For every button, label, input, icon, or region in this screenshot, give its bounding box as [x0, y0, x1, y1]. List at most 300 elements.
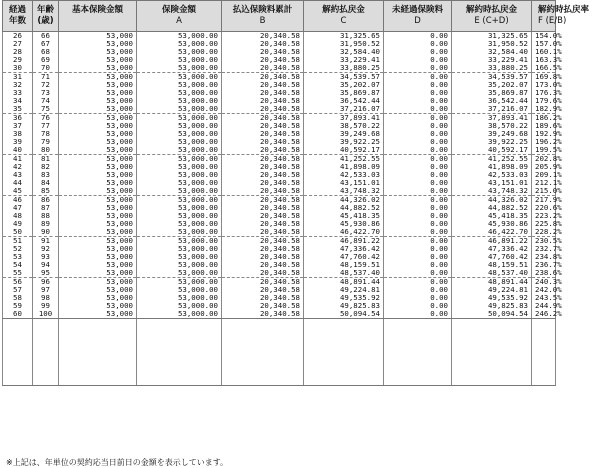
cell-surrender-total: 49,224.81 [452, 286, 532, 294]
cell-surrender-value: 37,893.41 [304, 114, 384, 123]
cell-basic-amount: 53,000 [59, 261, 137, 269]
cell-insured-amount: 53,000.00 [137, 146, 222, 155]
cell-surrender-total: 47,336.42 [452, 245, 532, 253]
cell-surrender-value: 33,880.25 [304, 64, 384, 73]
cell-elapsed-years: 41 [3, 155, 33, 164]
col-header-age: 年齢 (歳) [33, 1, 59, 32]
cell-basic-amount: 53,000 [59, 228, 137, 237]
cell-unpaid-premium: 0.00 [384, 171, 452, 179]
cell-basic-amount: 53,000 [59, 179, 137, 187]
cell-basic-amount: 53,000 [59, 310, 137, 319]
cell-cumulative-premium: 20,340.58 [222, 187, 304, 196]
cell-basic-amount: 53,000 [59, 253, 137, 261]
cell-surrender-rate: 160.1% [532, 48, 556, 56]
cell-cumulative-premium: 20,340.58 [222, 179, 304, 187]
cell-insured-amount: 53,000.00 [137, 253, 222, 261]
cell-cumulative-premium: 20,340.58 [222, 196, 304, 205]
cell-surrender-rate: 212.1% [532, 179, 556, 187]
blank-cell [452, 319, 532, 386]
cell-cumulative-premium: 20,340.58 [222, 171, 304, 179]
cell-cumulative-premium: 20,340.58 [222, 310, 304, 319]
cell-surrender-value: 47,760.42 [304, 253, 384, 261]
col-header-surrender-value: 解約払戻金 C [304, 1, 384, 32]
cell-surrender-value: 35,202.07 [304, 81, 384, 89]
cell-surrender-total: 38,570.22 [452, 122, 532, 130]
cell-elapsed-years: 45 [3, 187, 33, 196]
cell-unpaid-premium: 0.00 [384, 245, 452, 253]
cell-age: 91 [33, 237, 59, 246]
cell-elapsed-years: 43 [3, 171, 33, 179]
cell-surrender-rate: 246.2% [532, 310, 556, 319]
cell-surrender-value: 48,537.40 [304, 269, 384, 278]
blank-cell [384, 319, 452, 386]
cell-insured-amount: 53,000.00 [137, 269, 222, 278]
cell-surrender-value: 31,325.65 [304, 32, 384, 41]
cell-surrender-value: 37,216.07 [304, 105, 384, 114]
cell-insured-amount: 53,000.00 [137, 171, 222, 179]
cell-age: 77 [33, 122, 59, 130]
cell-elapsed-years: 33 [3, 89, 33, 97]
cell-insured-amount: 53,000.00 [137, 278, 222, 287]
cell-elapsed-years: 38 [3, 130, 33, 138]
cell-surrender-total: 48,159.51 [452, 261, 532, 269]
cell-surrender-value: 49,224.81 [304, 286, 384, 294]
cell-age: 95 [33, 269, 59, 278]
cell-surrender-value: 46,891.22 [304, 237, 384, 246]
cell-surrender-value: 43,748.32 [304, 187, 384, 196]
cell-elapsed-years: 47 [3, 204, 33, 212]
cell-basic-amount: 53,000 [59, 105, 137, 114]
cell-insured-amount: 53,000.00 [137, 237, 222, 246]
cell-cumulative-premium: 20,340.58 [222, 220, 304, 228]
cell-surrender-rate: 217.9% [532, 196, 556, 205]
cell-surrender-value: 49,825.83 [304, 302, 384, 310]
cell-age: 93 [33, 253, 59, 261]
cell-age: 76 [33, 114, 59, 123]
cell-basic-amount: 53,000 [59, 40, 137, 48]
cell-age: 75 [33, 105, 59, 114]
cell-insured-amount: 53,000.00 [137, 245, 222, 253]
cell-unpaid-premium: 0.00 [384, 155, 452, 164]
cell-elapsed-years: 29 [3, 56, 33, 64]
cell-basic-amount: 53,000 [59, 302, 137, 310]
cell-cumulative-premium: 20,340.58 [222, 73, 304, 82]
cell-elapsed-years: 31 [3, 73, 33, 82]
cell-age: 66 [33, 32, 59, 41]
cell-insured-amount: 53,000.00 [137, 97, 222, 105]
cell-cumulative-premium: 20,340.58 [222, 237, 304, 246]
cell-unpaid-premium: 0.00 [384, 179, 452, 187]
cell-surrender-value: 43,151.01 [304, 179, 384, 187]
cell-unpaid-premium: 0.00 [384, 97, 452, 105]
cell-age: 96 [33, 278, 59, 287]
cell-elapsed-years: 50 [3, 228, 33, 237]
cell-unpaid-premium: 0.00 [384, 48, 452, 56]
cell-basic-amount: 53,000 [59, 56, 137, 64]
cell-insured-amount: 53,000.00 [137, 204, 222, 212]
cell-insured-amount: 53,000.00 [137, 220, 222, 228]
cell-basic-amount: 53,000 [59, 97, 137, 105]
surrender-value-table [2, 0, 590, 386]
blank-cell [532, 319, 556, 386]
cell-insured-amount: 53,000.00 [137, 138, 222, 146]
cell-age: 86 [33, 196, 59, 205]
cell-unpaid-premium: 0.00 [384, 163, 452, 171]
blank-cell [304, 319, 384, 386]
cell-elapsed-years: 51 [3, 237, 33, 246]
cell-cumulative-premium: 20,340.58 [222, 278, 304, 287]
cell-cumulative-premium: 20,340.58 [222, 48, 304, 56]
cell-age: 97 [33, 286, 59, 294]
cell-unpaid-premium: 0.00 [384, 114, 452, 123]
cell-insured-amount: 53,000.00 [137, 114, 222, 123]
cell-unpaid-premium: 0.00 [384, 212, 452, 220]
cell-basic-amount: 53,000 [59, 212, 137, 220]
cell-elapsed-years: 28 [3, 48, 33, 56]
cell-surrender-value: 50,094.54 [304, 310, 384, 319]
cell-surrender-value: 47,336.42 [304, 245, 384, 253]
cell-basic-amount: 53,000 [59, 245, 137, 253]
cell-surrender-total: 37,893.41 [452, 114, 532, 123]
cell-surrender-total: 43,151.01 [452, 179, 532, 187]
cell-basic-amount: 53,000 [59, 114, 137, 123]
cell-unpaid-premium: 0.00 [384, 40, 452, 48]
cell-insured-amount: 53,000.00 [137, 310, 222, 319]
cell-basic-amount: 53,000 [59, 32, 137, 41]
cell-surrender-rate: 244.9% [532, 302, 556, 310]
cell-surrender-value: 41,898.09 [304, 163, 384, 171]
cell-surrender-value: 40,592.17 [304, 146, 384, 155]
cell-surrender-rate: 179.6% [532, 97, 556, 105]
cell-cumulative-premium: 20,340.58 [222, 32, 304, 41]
cell-cumulative-premium: 20,340.58 [222, 155, 304, 164]
cell-elapsed-years: 34 [3, 97, 33, 105]
cell-cumulative-premium: 20,340.58 [222, 228, 304, 237]
cell-insured-amount: 53,000.00 [137, 294, 222, 302]
cell-surrender-rate: 176.3% [532, 89, 556, 97]
cell-cumulative-premium: 20,340.58 [222, 253, 304, 261]
cell-surrender-value: 33,229.41 [304, 56, 384, 64]
cell-age: 71 [33, 73, 59, 82]
cell-basic-amount: 53,000 [59, 269, 137, 278]
cell-elapsed-years: 53 [3, 253, 33, 261]
cell-surrender-rate: 225.8% [532, 220, 556, 228]
cell-surrender-rate: 182.9% [532, 105, 556, 114]
table-body [3, 31, 562, 386]
cell-surrender-total: 47,760.42 [452, 253, 532, 261]
cell-unpaid-premium: 0.00 [384, 130, 452, 138]
cell-unpaid-premium: 0.00 [384, 138, 452, 146]
cell-insured-amount: 53,000.00 [137, 105, 222, 114]
cell-unpaid-premium: 0.00 [384, 73, 452, 82]
cell-cumulative-premium: 20,340.58 [222, 64, 304, 73]
cell-cumulative-premium: 20,340.58 [222, 105, 304, 114]
cell-age: 87 [33, 204, 59, 212]
cell-surrender-value: 44,882.52 [304, 204, 384, 212]
blank-cell [33, 319, 59, 386]
cell-insured-amount: 53,000.00 [137, 302, 222, 310]
cell-insured-amount: 53,000.00 [137, 196, 222, 205]
cell-cumulative-premium: 20,340.58 [222, 89, 304, 97]
cell-age: 98 [33, 294, 59, 302]
cell-basic-amount: 53,000 [59, 146, 137, 155]
cell-elapsed-years: 35 [3, 105, 33, 114]
cell-surrender-rate: 186.2% [532, 114, 556, 123]
cell-unpaid-premium: 0.00 [384, 253, 452, 261]
cell-surrender-total: 44,882.52 [452, 204, 532, 212]
cell-unpaid-premium: 0.00 [384, 269, 452, 278]
cell-surrender-value: 32,584.40 [304, 48, 384, 56]
cell-age: 88 [33, 212, 59, 220]
cell-surrender-rate: 234.8% [532, 253, 556, 261]
cell-age: 81 [33, 155, 59, 164]
cell-basic-amount: 53,000 [59, 286, 137, 294]
cell-surrender-total: 35,202.07 [452, 81, 532, 89]
cell-surrender-rate: 242.0% [532, 286, 556, 294]
cell-elapsed-years: 55 [3, 269, 33, 278]
cell-age: 80 [33, 146, 59, 155]
cell-surrender-rate: 209.1% [532, 171, 556, 179]
cell-unpaid-premium: 0.00 [384, 237, 452, 246]
cell-age: 92 [33, 245, 59, 253]
cell-age: 74 [33, 97, 59, 105]
cell-insured-amount: 53,000.00 [137, 73, 222, 82]
cell-surrender-rate: 192.9% [532, 130, 556, 138]
cell-unpaid-premium: 0.00 [384, 220, 452, 228]
cell-elapsed-years: 49 [3, 220, 33, 228]
cell-surrender-value: 35,869.87 [304, 89, 384, 97]
cell-surrender-total: 44,326.02 [452, 196, 532, 205]
cell-surrender-total: 37,216.07 [452, 105, 532, 114]
cell-surrender-value: 34,539.57 [304, 73, 384, 82]
cell-cumulative-premium: 20,340.58 [222, 114, 304, 123]
cell-cumulative-premium: 20,340.58 [222, 97, 304, 105]
cell-surrender-total: 48,537.40 [452, 269, 532, 278]
cell-unpaid-premium: 0.00 [384, 105, 452, 114]
blank-cell [222, 319, 304, 386]
cell-surrender-total: 33,880.25 [452, 64, 532, 73]
cell-surrender-rate: 238.6% [532, 269, 556, 278]
blank-cell [137, 319, 222, 386]
cell-elapsed-years: 40 [3, 146, 33, 155]
cell-surrender-total: 49,825.83 [452, 302, 532, 310]
cell-unpaid-premium: 0.00 [384, 56, 452, 64]
cell-elapsed-years: 26 [3, 32, 33, 41]
table-header-row [3, 1, 556, 32]
cell-surrender-total: 45,418.35 [452, 212, 532, 220]
cell-insured-amount: 53,000.00 [137, 228, 222, 237]
cell-basic-amount: 53,000 [59, 294, 137, 302]
cell-elapsed-years: 32 [3, 81, 33, 89]
cell-elapsed-years: 30 [3, 64, 33, 73]
cell-basic-amount: 53,000 [59, 187, 137, 196]
cell-insured-amount: 53,000.00 [137, 179, 222, 187]
cell-unpaid-premium: 0.00 [384, 64, 452, 73]
cell-cumulative-premium: 20,340.58 [222, 122, 304, 130]
cell-basic-amount: 53,000 [59, 237, 137, 246]
cell-surrender-total: 48,891.44 [452, 278, 532, 287]
cell-insured-amount: 53,000.00 [137, 163, 222, 171]
cell-surrender-value: 36,542.44 [304, 97, 384, 105]
cell-surrender-total: 43,748.32 [452, 187, 532, 196]
cell-age: 69 [33, 56, 59, 64]
cell-surrender-total: 49,535.92 [452, 294, 532, 302]
cell-age: 100 [33, 310, 59, 319]
cell-age: 90 [33, 228, 59, 237]
cell-surrender-total: 41,898.09 [452, 163, 532, 171]
cell-surrender-rate: 223.2% [532, 212, 556, 220]
cell-age: 73 [33, 89, 59, 97]
footnote: ※上記は、年単位の契約応当日前日の金額を表示しています。 [6, 458, 229, 467]
cell-unpaid-premium: 0.00 [384, 204, 452, 212]
cell-insured-amount: 53,000.00 [137, 155, 222, 164]
cell-surrender-total: 42,533.03 [452, 171, 532, 179]
cell-unpaid-premium: 0.00 [384, 81, 452, 89]
cell-elapsed-years: 36 [3, 114, 33, 123]
cell-elapsed-years: 58 [3, 294, 33, 302]
col-header-unpaid-premium: 未経過保険料 D [384, 1, 452, 32]
cell-surrender-value: 44,326.02 [304, 196, 384, 205]
cell-basic-amount: 53,000 [59, 163, 137, 171]
cell-surrender-rate: 243.5% [532, 294, 556, 302]
cell-surrender-rate: 240.3% [532, 278, 556, 287]
cell-surrender-total: 33,229.41 [452, 56, 532, 64]
cell-elapsed-years: 44 [3, 179, 33, 187]
cell-unpaid-premium: 0.00 [384, 196, 452, 205]
cell-surrender-total: 41,252.55 [452, 155, 532, 164]
cell-surrender-rate: 163.3% [532, 56, 556, 64]
cell-surrender-rate: 189.6% [532, 122, 556, 130]
cell-insured-amount: 53,000.00 [137, 89, 222, 97]
cell-surrender-total: 46,422.70 [452, 228, 532, 237]
cell-basic-amount: 53,000 [59, 171, 137, 179]
cell-cumulative-premium: 20,340.58 [222, 40, 304, 48]
cell-surrender-total: 31,325.65 [452, 32, 532, 41]
cell-surrender-rate: 157.0% [532, 40, 556, 48]
cell-surrender-value: 41,252.55 [304, 155, 384, 164]
cell-cumulative-premium: 20,340.58 [222, 204, 304, 212]
cell-elapsed-years: 52 [3, 245, 33, 253]
cell-unpaid-premium: 0.00 [384, 294, 452, 302]
cell-surrender-rate: 169.8% [532, 73, 556, 82]
cell-age: 67 [33, 40, 59, 48]
cell-surrender-total: 36,542.44 [452, 97, 532, 105]
cell-basic-amount: 53,000 [59, 278, 137, 287]
cell-basic-amount: 53,000 [59, 204, 137, 212]
cell-cumulative-premium: 20,340.58 [222, 261, 304, 269]
cell-age: 85 [33, 187, 59, 196]
cell-unpaid-premium: 0.00 [384, 286, 452, 294]
cell-surrender-value: 31,950.52 [304, 40, 384, 48]
cell-cumulative-premium: 20,340.58 [222, 294, 304, 302]
table-row [3, 310, 556, 319]
cell-elapsed-years: 46 [3, 196, 33, 205]
cell-surrender-rate: 236.7% [532, 261, 556, 269]
cell-unpaid-premium: 0.00 [384, 187, 452, 196]
cell-elapsed-years: 60 [3, 310, 33, 319]
cell-insured-amount: 53,000.00 [137, 56, 222, 64]
cell-insured-amount: 53,000.00 [137, 64, 222, 73]
cell-surrender-total: 31,950.52 [452, 40, 532, 48]
col-header-elapsed-years: 経過 年数 [3, 1, 33, 32]
cell-insured-amount: 53,000.00 [137, 261, 222, 269]
blank-cell [3, 319, 33, 386]
cell-age: 89 [33, 220, 59, 228]
col-header-surrender-rate: 解約時払戻率 F (E/B) [532, 1, 556, 32]
cell-surrender-rate: 215.0% [532, 187, 556, 196]
cell-unpaid-premium: 0.00 [384, 278, 452, 287]
cell-insured-amount: 53,000.00 [137, 81, 222, 89]
cell-elapsed-years: 39 [3, 138, 33, 146]
cell-age: 72 [33, 81, 59, 89]
cell-surrender-value: 45,418.35 [304, 212, 384, 220]
cell-insured-amount: 53,000.00 [137, 286, 222, 294]
cell-surrender-value: 49,535.92 [304, 294, 384, 302]
cell-unpaid-premium: 0.00 [384, 122, 452, 130]
cell-surrender-value: 46,422.70 [304, 228, 384, 237]
cell-basic-amount: 53,000 [59, 130, 137, 138]
cell-cumulative-premium: 20,340.58 [222, 81, 304, 89]
cell-basic-amount: 53,000 [59, 81, 137, 89]
cell-surrender-rate: 166.5% [532, 64, 556, 73]
cell-elapsed-years: 56 [3, 278, 33, 287]
cell-cumulative-premium: 20,340.58 [222, 245, 304, 253]
cell-age: 83 [33, 171, 59, 179]
cell-cumulative-premium: 20,340.58 [222, 269, 304, 278]
cell-basic-amount: 53,000 [59, 220, 137, 228]
cell-elapsed-years: 48 [3, 212, 33, 220]
cell-age: 94 [33, 261, 59, 269]
cell-basic-amount: 53,000 [59, 155, 137, 164]
cell-age: 78 [33, 130, 59, 138]
cell-insured-amount: 53,000.00 [137, 32, 222, 41]
cell-surrender-rate: 199.5% [532, 146, 556, 155]
blank-cell [59, 319, 137, 386]
cell-cumulative-premium: 20,340.58 [222, 138, 304, 146]
cell-basic-amount: 53,000 [59, 196, 137, 205]
cell-elapsed-years: 54 [3, 261, 33, 269]
cell-age: 99 [33, 302, 59, 310]
cell-cumulative-premium: 20,340.58 [222, 163, 304, 171]
cell-elapsed-years: 59 [3, 302, 33, 310]
cell-unpaid-premium: 0.00 [384, 261, 452, 269]
cell-surrender-rate: 205.9% [532, 163, 556, 171]
col-header-basic-amount: 基本保険金額 [59, 1, 137, 32]
cell-insured-amount: 53,000.00 [137, 40, 222, 48]
surrender-value-table-page [2, 0, 598, 467]
cell-unpaid-premium: 0.00 [384, 32, 452, 41]
cell-surrender-total: 46,891.22 [452, 237, 532, 246]
cell-basic-amount: 53,000 [59, 89, 137, 97]
cell-surrender-total: 45,930.86 [452, 220, 532, 228]
cell-surrender-rate: 220.6% [532, 204, 556, 212]
cell-age: 68 [33, 48, 59, 56]
cell-surrender-total: 50,094.54 [452, 310, 532, 319]
cell-cumulative-premium: 20,340.58 [222, 56, 304, 64]
cell-elapsed-years: 42 [3, 163, 33, 171]
col-header-surrender-total: 解約時払戻金 E (C+D) [452, 1, 532, 32]
cell-cumulative-premium: 20,340.58 [222, 302, 304, 310]
cell-insured-amount: 53,000.00 [137, 130, 222, 138]
cell-basic-amount: 53,000 [59, 64, 137, 73]
cell-surrender-total: 32,584.40 [452, 48, 532, 56]
cell-surrender-total: 40,592.17 [452, 146, 532, 155]
cell-age: 82 [33, 163, 59, 171]
cell-unpaid-premium: 0.00 [384, 302, 452, 310]
cell-basic-amount: 53,000 [59, 138, 137, 146]
cell-surrender-rate: 173.0% [532, 81, 556, 89]
cell-cumulative-premium: 20,340.58 [222, 130, 304, 138]
